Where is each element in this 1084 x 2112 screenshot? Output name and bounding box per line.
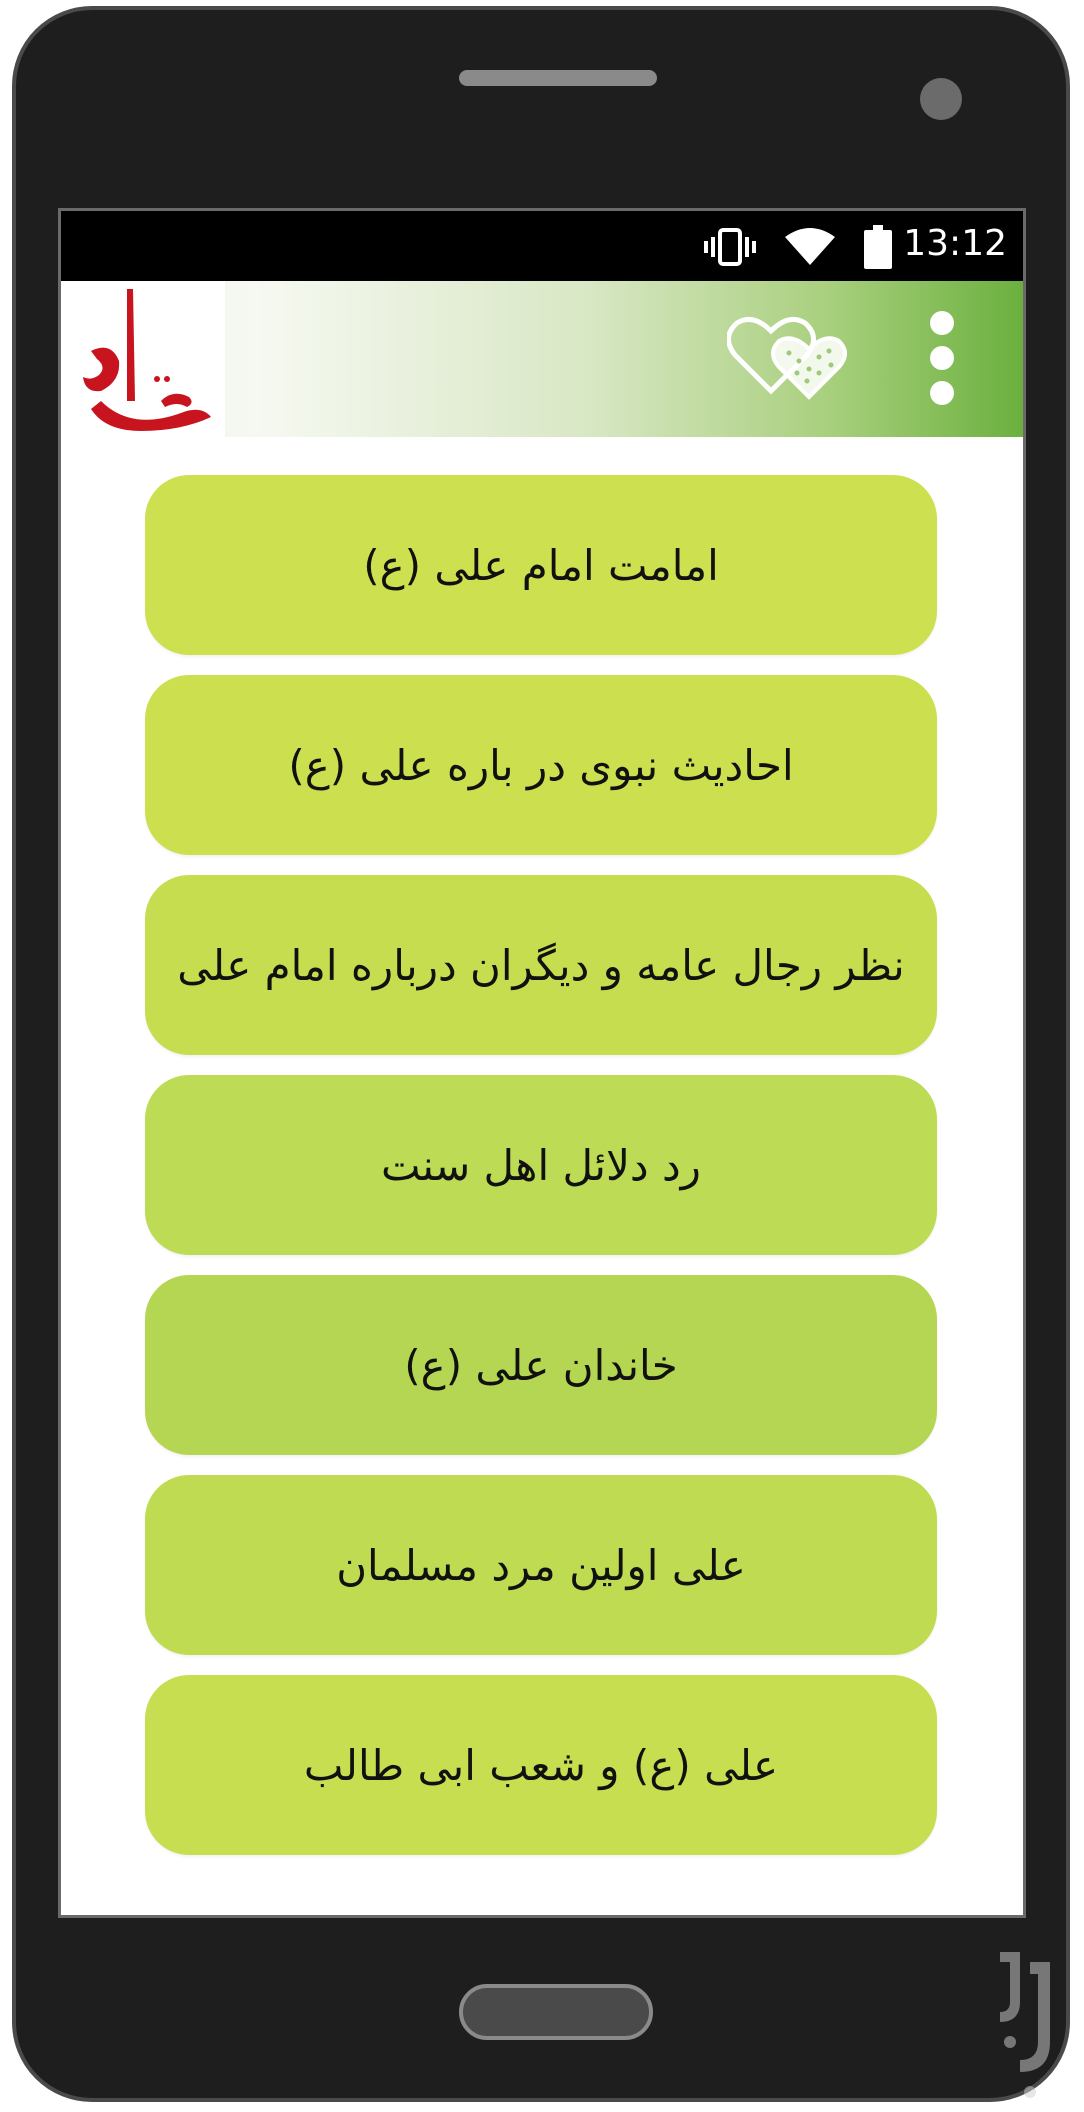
store-watermark-icon (980, 1942, 1070, 2102)
app-logo (61, 281, 225, 437)
phone-speaker (459, 70, 657, 86)
battery-icon (863, 225, 893, 269)
menu-item-avalin-mard[interactable]: علی اولین مرد مسلمان (145, 1475, 937, 1655)
menu-item-rad-dalail[interactable]: رد دلائل اهل سنت (145, 1075, 937, 1255)
menu-dot (930, 346, 954, 370)
wifi-icon (783, 227, 837, 267)
status-bar (61, 211, 1023, 281)
menu-item-imamat[interactable]: امامت امام علی (ع) (145, 475, 937, 655)
menu-item-shoab[interactable]: علی (ع) و شعب ابی طالب (145, 1675, 937, 1855)
app-bar (61, 281, 1023, 437)
menu-item-ahadith[interactable]: احادیث نبوی در باره علی (ع) (145, 675, 937, 855)
menu-dot (930, 381, 954, 405)
menu-item-nazar-rejal[interactable]: نظر رجال عامه و دیگران درباره امام علی (145, 875, 937, 1055)
ali-calligraphy-logo-icon (61, 281, 225, 437)
menu-item-khandan[interactable]: خاندان علی (ع) (145, 1275, 937, 1455)
hearts-icon[interactable] (727, 311, 847, 401)
vibrate-icon (703, 227, 757, 267)
menu-dot (930, 311, 954, 335)
overflow-menu-icon[interactable] (927, 311, 957, 405)
status-time: 13:12 (903, 223, 1007, 264)
app-screen (58, 208, 1026, 1918)
phone-camera (920, 78, 962, 120)
status-icons (703, 225, 893, 269)
home-button[interactable] (459, 1984, 653, 2040)
